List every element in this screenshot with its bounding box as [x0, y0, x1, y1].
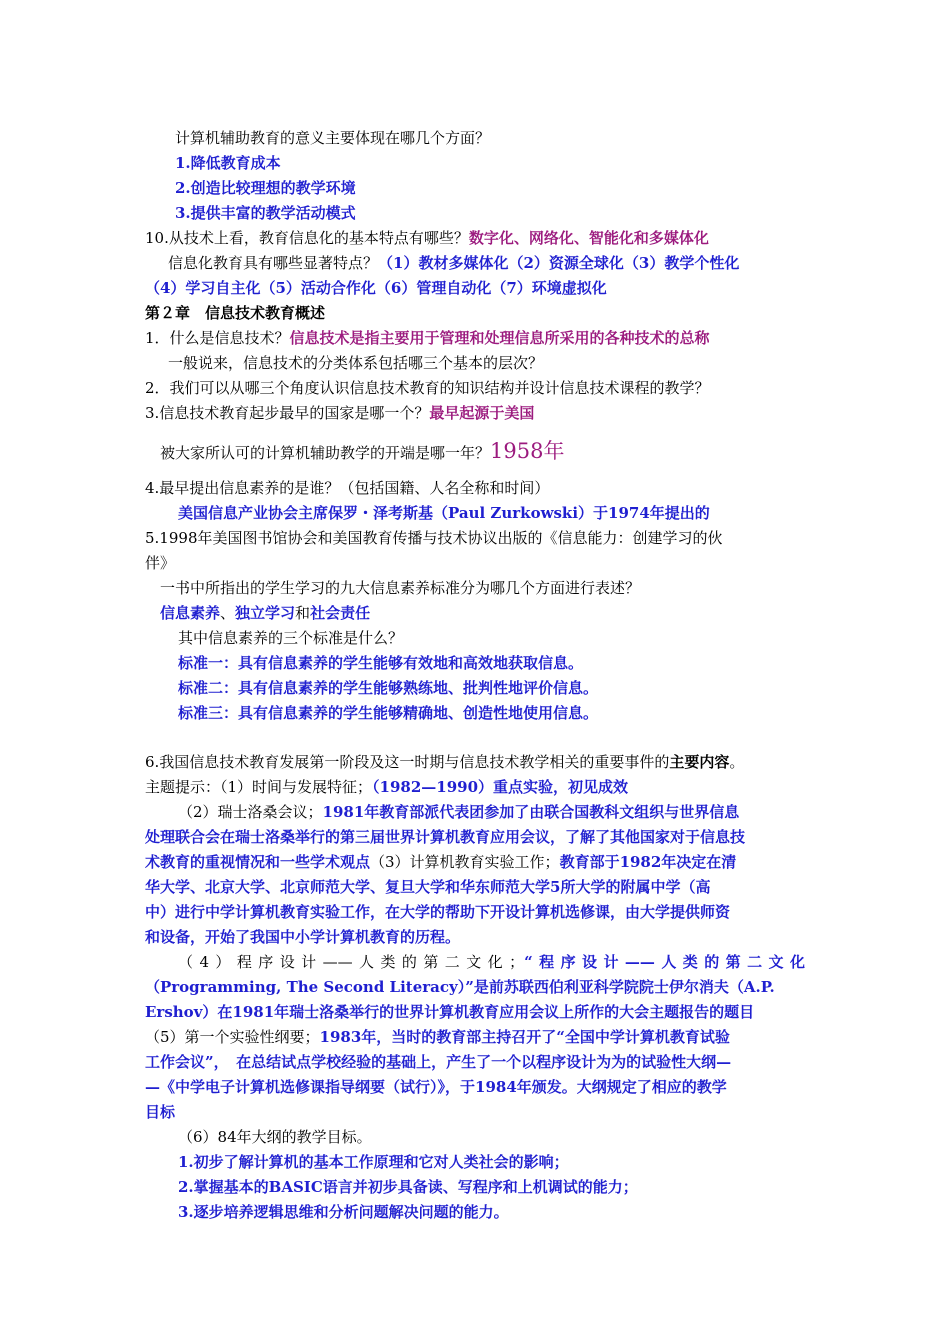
text-run: 工作会议”， 在总结试点学校经验的基础上，产生了一个以程序设计为为的试验性大纲— — [145, 1053, 732, 1071]
text-line — [145, 977, 775, 997]
text-run: 1958年 — [490, 439, 565, 463]
text-run: 信息化教育具有哪些显著特点？ — [168, 254, 379, 272]
text-run: （1982—1990）重点实验，初见成效 — [372, 778, 629, 796]
text-line — [145, 553, 175, 573]
text-line — [178, 678, 598, 698]
text-run: （6）84年大纲的教学目标。 — [178, 1128, 372, 1146]
text-run: 1．什么是信息技术？ — [145, 329, 290, 347]
text-run: 3.信息技术教育起步最早的国家是哪一个？ — [145, 404, 430, 422]
text-line — [168, 353, 543, 373]
text-line — [145, 1002, 754, 1022]
text-run: 1983年，当时的教育部主持召开了“全国中学计算机教育试验 — [319, 1028, 730, 1046]
text-run: 美国信息产业协会主席保罗・泽考斯基（Paul Zurkowski）于1974年提出的 — [178, 504, 710, 522]
text-run: Ershov）在1981年瑞士洛桑举行的世界计算机教育应用会议上所作的大会主题报告的题目 — [145, 1003, 755, 1021]
text-line — [145, 278, 607, 298]
text-line — [145, 752, 744, 772]
text-line — [145, 902, 730, 922]
text-run: 2．我们可以从哪三个角度认识信息技术教育的知识结构并设计信息技术课程的教学？ — [145, 379, 710, 397]
text-run: “程序设计——人类的第二文化 — [524, 953, 805, 971]
text-run: 标准三：具有信息素养的学生能够精确地、创造性地使用信息。 — [178, 704, 599, 722]
text-line — [178, 1202, 509, 1222]
text-line — [178, 1152, 569, 1172]
text-run: 第２章 信息技术教育概述 — [145, 304, 326, 322]
text-line — [145, 478, 549, 498]
text-run: （4）学习自主化（5）活动合作化（6）管理自动化（7）环境虚拟化 — [145, 279, 607, 297]
text-line — [145, 852, 736, 872]
text-run: 中）进行中学计算机教育实验工作，在大学的帮助下开设计算机选修课，由大学提供师资 — [145, 903, 731, 921]
text-run: 主题提示：（1）时间与发展特征； — [145, 778, 373, 796]
text-line — [160, 578, 640, 598]
text-run: 3.逐步培养逻辑思维和分析问题解决问题的能力。 — [178, 1203, 509, 1221]
text-run: 术教育的重视情况和一些学术观点 — [145, 853, 371, 871]
text-run: 独立学习 — [235, 604, 296, 622]
text-line — [145, 528, 723, 548]
text-line — [175, 153, 281, 173]
text-line — [175, 178, 356, 198]
text-run: 一般说来，信息技术的分类体系包括哪三个基本的层次？ — [168, 354, 544, 372]
text-run: 处理联合会在瑞士洛桑举行的第三届世界计算机教育应用会议，了解了其他国家对于信息技 — [145, 828, 746, 846]
text-line — [145, 228, 709, 248]
text-line — [145, 1102, 175, 1122]
text-line — [145, 303, 325, 323]
text-run: （4）程序设计——人类的第二文化； — [178, 953, 525, 971]
text-line — [145, 827, 745, 847]
text-line — [178, 802, 739, 822]
text-line — [175, 203, 356, 223]
text-line — [178, 1177, 638, 1197]
text-run: 标准二：具有信息素养的学生能够熟练地、批判性地评价信息。 — [178, 679, 599, 697]
text-run: 和 — [295, 604, 311, 622]
text-line — [145, 877, 710, 897]
text-run: 教育部于1982年决定在清 — [559, 853, 737, 871]
text-run: 伴》 — [145, 554, 176, 572]
text-line — [168, 253, 739, 273]
text-run: 2.掌握基本的BASIC语言并初步具备读、写程序和上机调试的能力； — [178, 1178, 638, 1196]
text-run: 目标 — [145, 1103, 176, 1121]
text-run: 10.从技术上看，教育信息化的基本特点有哪些？ — [145, 229, 469, 247]
text-run: 1.降低教育成本 — [175, 154, 281, 172]
text-run: 社会责任 — [310, 604, 371, 622]
text-run: （1）教材多媒体化（2）资源全球化（3）教学个性化 — [378, 254, 740, 272]
text-line — [178, 653, 583, 673]
text-run: （3）计算机教育实验工作； — [370, 853, 560, 871]
text-run: 主要内容 — [669, 753, 730, 771]
text-line — [145, 403, 534, 423]
text-line — [160, 603, 370, 623]
text-line — [145, 328, 710, 348]
text-run: 、 — [220, 604, 236, 622]
text-line — [178, 952, 805, 972]
text-run: 信息技术是指主要用于管理和处理信息所采用的各种技术的总称 — [289, 329, 710, 347]
text-run: 2.创造比较理想的教学环境 — [175, 179, 356, 197]
text-line — [145, 1052, 731, 1072]
text-run: 3.提供丰富的教学活动模式 — [175, 204, 356, 222]
text-line — [145, 777, 628, 797]
text-line — [145, 1027, 730, 1047]
text-run: 被大家所认可的计算机辅助教学的开端是哪一年？ — [160, 444, 491, 462]
text-run: 最早起源于美国 — [429, 404, 535, 422]
text-run: 6.我国信息技术教育发展第一阶段及这一时期与信息技术教学相关的重要事件的 — [145, 753, 670, 771]
text-run: （Programming, The Second Literacy）” — [145, 978, 474, 996]
text-run: 其中信息素养的三个标准是什么？ — [178, 629, 404, 647]
text-run: 4.最早提出信息素养的是谁？（包括国籍、人名全称和时间） — [145, 479, 550, 497]
text-line — [160, 441, 564, 463]
text-run: 5.1998年美国图书馆协会和美国教育传播与技术协议出版的《信息能力：创建学习的伙 — [145, 529, 723, 547]
text-run: 。 — [729, 753, 745, 771]
text-run: 信息素养 — [160, 604, 221, 622]
text-run: 标准一：具有信息素养的学生能够有效地和高效地获取信息。 — [178, 654, 584, 672]
text-run: （2）瑞士洛桑会议； — [178, 803, 323, 821]
text-run: 一书中所指出的学生学习的九大信息素养标准分为哪几个方面进行表述？ — [160, 579, 641, 597]
text-line — [145, 378, 710, 398]
text-run: 1.初步了解计算机的基本工作原理和它对人类社会的影响； — [178, 1153, 569, 1171]
text-run: 是前苏联西伯利亚科学院院士伊尔消夫（A.P. — [473, 978, 775, 996]
text-line — [178, 503, 710, 523]
text-run: 和设备，开始了我国中小学计算机教育的历程。 — [145, 928, 461, 946]
text-run: —《中学电子计算机选修课指导纲要（试行）》，于1984年颁发。大纲规定了相应的教学 — [145, 1078, 727, 1096]
text-run: 数字化、网络化、智能化和多媒体化 — [468, 229, 709, 247]
text-run: 1981年教育部派代表团参加了由联合国教科文组织与世界信息 — [322, 803, 740, 821]
text-run: （5）第一个实验性纲要； — [145, 1028, 320, 1046]
text-line — [145, 1077, 727, 1097]
text-line — [175, 128, 490, 148]
text-line — [178, 703, 598, 723]
text-line — [145, 927, 460, 947]
text-line — [178, 1127, 372, 1147]
text-run: 计算机辅助教育的意义主要体现在哪几个方面？ — [175, 129, 491, 147]
text-line — [178, 628, 403, 648]
text-run: 华大学、北京大学、北京师范大学、复旦大学和华东师范大学5所大学的附属中学（高 — [145, 878, 711, 896]
